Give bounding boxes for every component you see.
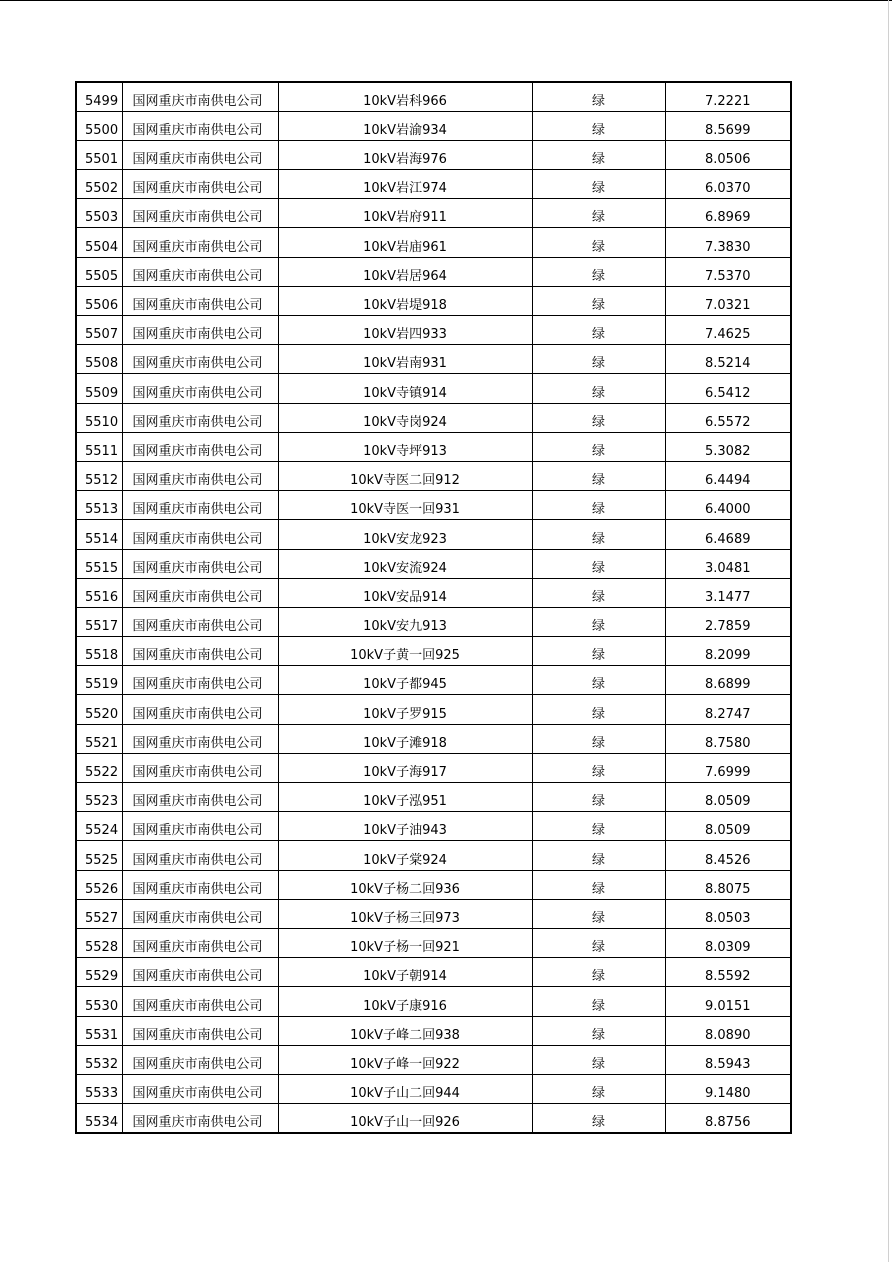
row-number-cell: 5508 — [76, 345, 122, 374]
status-cell: 绿 — [532, 987, 665, 1016]
value-cell: 7.2221 — [665, 82, 791, 111]
table-row — [76, 1104, 791, 1133]
status-cell: 绿 — [532, 1045, 665, 1074]
row-number-cell: 5499 — [76, 82, 122, 111]
table-row — [76, 491, 791, 520]
table-row — [76, 928, 791, 957]
row-number-cell: 5527 — [76, 899, 122, 928]
company-cell: 国网重庆市南供电公司 — [122, 111, 278, 140]
table-row — [76, 987, 791, 1016]
feeder-line-cell: 10kV子杨二回936 — [278, 870, 532, 899]
row-number-cell: 5529 — [76, 958, 122, 987]
row-number-cell: 5505 — [76, 257, 122, 286]
feeder-table — [75, 81, 792, 1134]
table-row — [76, 958, 791, 987]
feeder-line-cell: 10kV子滩918 — [278, 724, 532, 753]
company-cell: 国网重庆市南供电公司 — [122, 607, 278, 636]
table-row — [76, 549, 791, 578]
company-cell: 国网重庆市南供电公司 — [122, 899, 278, 928]
value-cell: 6.4689 — [665, 520, 791, 549]
status-cell: 绿 — [532, 578, 665, 607]
company-cell: 国网重庆市南供电公司 — [122, 549, 278, 578]
value-cell: 8.8075 — [665, 870, 791, 899]
row-number-cell: 5533 — [76, 1074, 122, 1103]
table-row — [76, 228, 791, 257]
row-number-cell: 5507 — [76, 316, 122, 345]
feeder-line-cell: 10kV岩南931 — [278, 345, 532, 374]
feeder-line-cell: 10kV子山二回944 — [278, 1074, 532, 1103]
status-cell: 绿 — [532, 170, 665, 199]
table-row — [76, 199, 791, 228]
feeder-line-cell: 10kV寺岗924 — [278, 403, 532, 432]
company-cell: 国网重庆市南供电公司 — [122, 432, 278, 461]
value-cell: 6.4000 — [665, 491, 791, 520]
table-row — [76, 170, 791, 199]
company-cell: 国网重庆市南供电公司 — [122, 1045, 278, 1074]
feeder-line-cell: 10kV岩江974 — [278, 170, 532, 199]
table-row — [76, 111, 791, 140]
feeder-line-cell: 10kV子朝914 — [278, 958, 532, 987]
status-cell: 绿 — [532, 1074, 665, 1103]
value-cell: 8.2747 — [665, 695, 791, 724]
table-row — [76, 724, 791, 753]
status-cell: 绿 — [532, 345, 665, 374]
status-cell: 绿 — [532, 812, 665, 841]
feeder-line-cell: 10kV子杨一回921 — [278, 928, 532, 957]
status-cell: 绿 — [532, 870, 665, 899]
row-number-cell: 5522 — [76, 753, 122, 782]
table-row — [76, 520, 791, 549]
status-cell: 绿 — [532, 82, 665, 111]
status-cell: 绿 — [532, 753, 665, 782]
company-cell: 国网重庆市南供电公司 — [122, 783, 278, 812]
company-cell: 国网重庆市南供电公司 — [122, 870, 278, 899]
value-cell: 9.0151 — [665, 987, 791, 1016]
value-cell: 8.6899 — [665, 666, 791, 695]
value-cell: 8.5943 — [665, 1045, 791, 1074]
status-cell: 绿 — [532, 257, 665, 286]
company-cell: 国网重庆市南供电公司 — [122, 82, 278, 111]
company-cell: 国网重庆市南供电公司 — [122, 345, 278, 374]
feeder-line-cell: 10kV子油943 — [278, 812, 532, 841]
feeder-line-cell: 10kV岩科966 — [278, 82, 532, 111]
status-cell: 绿 — [532, 374, 665, 403]
table-row — [76, 374, 791, 403]
value-cell: 3.0481 — [665, 549, 791, 578]
row-number-cell: 5503 — [76, 199, 122, 228]
status-cell: 绿 — [532, 228, 665, 257]
company-cell: 国网重庆市南供电公司 — [122, 841, 278, 870]
feeder-line-cell: 10kV寺镇914 — [278, 374, 532, 403]
row-number-cell: 5534 — [76, 1104, 122, 1133]
company-cell: 国网重庆市南供电公司 — [122, 724, 278, 753]
status-cell: 绿 — [532, 199, 665, 228]
row-number-cell: 5532 — [76, 1045, 122, 1074]
status-cell: 绿 — [532, 724, 665, 753]
row-number-cell: 5504 — [76, 228, 122, 257]
company-cell: 国网重庆市南供电公司 — [122, 199, 278, 228]
value-cell: 8.0309 — [665, 928, 791, 957]
status-cell: 绿 — [532, 491, 665, 520]
row-number-cell: 5518 — [76, 637, 122, 666]
company-cell: 国网重庆市南供电公司 — [122, 987, 278, 1016]
feeder-line-cell: 10kV岩堤918 — [278, 286, 532, 315]
feeder-line-cell: 10kV子峰二回938 — [278, 1016, 532, 1045]
table-row — [76, 257, 791, 286]
row-number-cell: 5514 — [76, 520, 122, 549]
company-cell: 国网重庆市南供电公司 — [122, 140, 278, 169]
feeder-line-cell: 10kV岩海976 — [278, 140, 532, 169]
table-row — [76, 461, 791, 490]
feeder-line-cell: 10kV子山一回926 — [278, 1104, 532, 1133]
company-cell: 国网重庆市南供电公司 — [122, 461, 278, 490]
company-cell: 国网重庆市南供电公司 — [122, 753, 278, 782]
feeder-line-cell: 10kV岩四933 — [278, 316, 532, 345]
status-cell: 绿 — [532, 461, 665, 490]
value-cell: 2.7859 — [665, 607, 791, 636]
feeder-line-cell: 10kV安流924 — [278, 549, 532, 578]
table-row — [76, 432, 791, 461]
value-cell: 7.3830 — [665, 228, 791, 257]
value-cell: 7.4625 — [665, 316, 791, 345]
feeder-line-cell: 10kV岩府911 — [278, 199, 532, 228]
company-cell: 国网重庆市南供电公司 — [122, 374, 278, 403]
table-row — [76, 753, 791, 782]
value-cell: 6.5572 — [665, 403, 791, 432]
status-cell: 绿 — [532, 140, 665, 169]
value-cell: 8.7580 — [665, 724, 791, 753]
status-cell: 绿 — [532, 783, 665, 812]
feeder-table-body — [76, 82, 791, 1133]
table-row — [76, 140, 791, 169]
table-row — [76, 1016, 791, 1045]
table-row — [76, 345, 791, 374]
table-row — [76, 286, 791, 315]
value-cell: 8.8756 — [665, 1104, 791, 1133]
value-cell: 8.5214 — [665, 345, 791, 374]
table-row — [76, 637, 791, 666]
page-top-border — [0, 0, 892, 1]
company-cell: 国网重庆市南供电公司 — [122, 637, 278, 666]
row-number-cell: 5511 — [76, 432, 122, 461]
status-cell: 绿 — [532, 1104, 665, 1133]
feeder-line-cell: 10kV岩渝934 — [278, 111, 532, 140]
feeder-line-cell: 10kV寺医一回931 — [278, 491, 532, 520]
value-cell: 8.0506 — [665, 140, 791, 169]
feeder-line-cell: 10kV寺医二回912 — [278, 461, 532, 490]
row-number-cell: 5513 — [76, 491, 122, 520]
feeder-line-cell: 10kV安品914 — [278, 578, 532, 607]
status-cell: 绿 — [532, 403, 665, 432]
table-row — [76, 1045, 791, 1074]
row-number-cell: 5516 — [76, 578, 122, 607]
value-cell: 7.6999 — [665, 753, 791, 782]
value-cell: 5.3082 — [665, 432, 791, 461]
status-cell: 绿 — [532, 549, 665, 578]
value-cell: 7.5370 — [665, 257, 791, 286]
company-cell: 国网重庆市南供电公司 — [122, 403, 278, 432]
table-row — [76, 607, 791, 636]
row-number-cell: 5506 — [76, 286, 122, 315]
feeder-line-cell: 10kV子棠924 — [278, 841, 532, 870]
feeder-line-cell: 10kV寺坪913 — [278, 432, 532, 461]
table-row — [76, 578, 791, 607]
company-cell: 国网重庆市南供电公司 — [122, 1016, 278, 1045]
feeder-line-cell: 10kV子黄一回925 — [278, 637, 532, 666]
company-cell: 国网重庆市南供电公司 — [122, 228, 278, 257]
status-cell: 绿 — [532, 899, 665, 928]
table-row — [76, 666, 791, 695]
status-cell: 绿 — [532, 841, 665, 870]
status-cell: 绿 — [532, 695, 665, 724]
company-cell: 国网重庆市南供电公司 — [122, 812, 278, 841]
feeder-line-cell: 10kV子海917 — [278, 753, 532, 782]
company-cell: 国网重庆市南供电公司 — [122, 958, 278, 987]
feeder-line-cell: 10kV安龙923 — [278, 520, 532, 549]
table-row — [76, 899, 791, 928]
page-right-edge — [888, 0, 889, 1262]
row-number-cell: 5525 — [76, 841, 122, 870]
value-cell: 8.0509 — [665, 783, 791, 812]
row-number-cell: 5523 — [76, 783, 122, 812]
row-number-cell: 5528 — [76, 928, 122, 957]
table-row — [76, 695, 791, 724]
company-cell: 国网重庆市南供电公司 — [122, 1074, 278, 1103]
company-cell: 国网重庆市南供电公司 — [122, 1104, 278, 1133]
row-number-cell: 5510 — [76, 403, 122, 432]
row-number-cell: 5524 — [76, 812, 122, 841]
value-cell: 8.2099 — [665, 637, 791, 666]
feeder-line-cell: 10kV子康916 — [278, 987, 532, 1016]
value-cell: 9.1480 — [665, 1074, 791, 1103]
value-cell: 8.5699 — [665, 111, 791, 140]
value-cell: 6.0370 — [665, 170, 791, 199]
status-cell: 绿 — [532, 1016, 665, 1045]
company-cell: 国网重庆市南供电公司 — [122, 695, 278, 724]
status-cell: 绿 — [532, 432, 665, 461]
status-cell: 绿 — [532, 607, 665, 636]
value-cell: 6.8969 — [665, 199, 791, 228]
status-cell: 绿 — [532, 637, 665, 666]
value-cell: 6.5412 — [665, 374, 791, 403]
table-row — [76, 783, 791, 812]
value-cell: 8.0503 — [665, 899, 791, 928]
value-cell: 7.0321 — [665, 286, 791, 315]
row-number-cell: 5520 — [76, 695, 122, 724]
value-cell: 8.4526 — [665, 841, 791, 870]
row-number-cell: 5500 — [76, 111, 122, 140]
value-cell: 8.0890 — [665, 1016, 791, 1045]
company-cell: 国网重庆市南供电公司 — [122, 666, 278, 695]
value-cell: 6.4494 — [665, 461, 791, 490]
status-cell: 绿 — [532, 666, 665, 695]
table-row — [76, 812, 791, 841]
row-number-cell: 5509 — [76, 374, 122, 403]
table-row — [76, 870, 791, 899]
row-number-cell: 5531 — [76, 1016, 122, 1045]
status-cell: 绿 — [532, 286, 665, 315]
feeder-line-cell: 10kV安九913 — [278, 607, 532, 636]
feeder-line-cell: 10kV子罗915 — [278, 695, 532, 724]
row-number-cell: 5521 — [76, 724, 122, 753]
table-row — [76, 316, 791, 345]
feeder-line-cell: 10kV子峰一回922 — [278, 1045, 532, 1074]
row-number-cell: 5501 — [76, 140, 122, 169]
row-number-cell: 5519 — [76, 666, 122, 695]
status-cell: 绿 — [532, 520, 665, 549]
status-cell: 绿 — [532, 958, 665, 987]
row-number-cell: 5512 — [76, 461, 122, 490]
feeder-line-cell: 10kV子泓951 — [278, 783, 532, 812]
company-cell: 国网重庆市南供电公司 — [122, 170, 278, 199]
row-number-cell: 5502 — [76, 170, 122, 199]
value-cell: 3.1477 — [665, 578, 791, 607]
feeder-line-cell: 10kV子杨三回973 — [278, 899, 532, 928]
table-row — [76, 403, 791, 432]
status-cell: 绿 — [532, 928, 665, 957]
row-number-cell: 5515 — [76, 549, 122, 578]
table-row — [76, 841, 791, 870]
feeder-line-cell: 10kV岩庙961 — [278, 228, 532, 257]
value-cell: 8.0509 — [665, 812, 791, 841]
feeder-line-cell: 10kV岩居964 — [278, 257, 532, 286]
row-number-cell: 5530 — [76, 987, 122, 1016]
company-cell: 国网重庆市南供电公司 — [122, 257, 278, 286]
feeder-line-cell: 10kV子都945 — [278, 666, 532, 695]
company-cell: 国网重庆市南供电公司 — [122, 520, 278, 549]
row-number-cell: 5517 — [76, 607, 122, 636]
company-cell: 国网重庆市南供电公司 — [122, 316, 278, 345]
company-cell: 国网重庆市南供电公司 — [122, 491, 278, 520]
table-row — [76, 1074, 791, 1103]
company-cell: 国网重庆市南供电公司 — [122, 928, 278, 957]
status-cell: 绿 — [532, 316, 665, 345]
company-cell: 国网重庆市南供电公司 — [122, 286, 278, 315]
company-cell: 国网重庆市南供电公司 — [122, 578, 278, 607]
value-cell: 8.5592 — [665, 958, 791, 987]
table-row — [76, 82, 791, 111]
row-number-cell: 5526 — [76, 870, 122, 899]
status-cell: 绿 — [532, 111, 665, 140]
